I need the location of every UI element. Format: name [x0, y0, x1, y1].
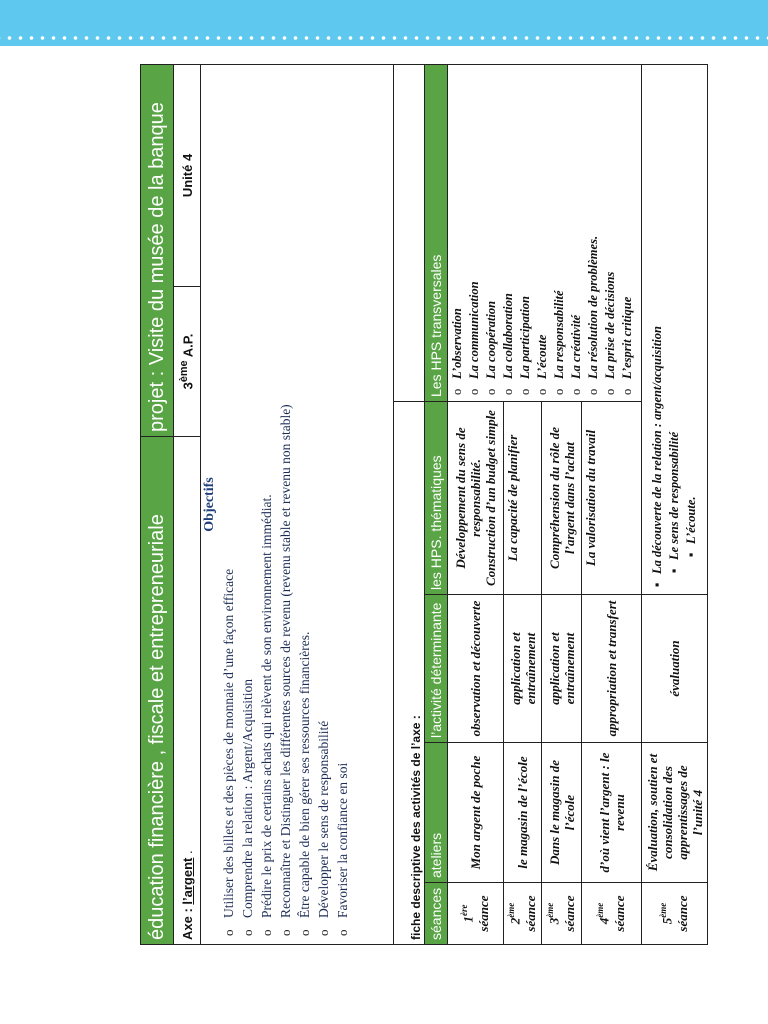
axe-label: Axe :	[179, 904, 195, 940]
unit-cell: Unité 4	[174, 64, 201, 286]
axe-trailing: .	[179, 850, 195, 858]
axe-cell	[174, 436, 201, 944]
transversale-item: o La communication	[466, 69, 483, 379]
activite-5: évaluation	[642, 595, 708, 743]
transversale-item: o La coopération	[483, 69, 500, 379]
fiche-title: fiche descriptive des activités de l’axe :	[394, 401, 425, 944]
transversale-item: o La collaboration	[500, 69, 517, 379]
level-main: 3	[180, 382, 196, 390]
col-hps-transversales: Les HPS transversales	[425, 64, 448, 401]
title-right: projet : Visite du musée de la banque	[141, 64, 174, 436]
transversale-item: o L’observation	[449, 69, 466, 379]
atelier-5: Évaluation, soutien et consolidation des apprentissages de l’unité 4	[642, 743, 708, 883]
evaluation-hps	[642, 64, 708, 594]
title-left: éducation financière , fiscale et entrepreneuriale	[141, 436, 174, 944]
atelier-4: d’où vient l’argent : le revenu	[582, 743, 642, 883]
seance-5: 5ème séance	[642, 883, 708, 945]
atelier-2: le magasin de l’école	[504, 743, 542, 883]
atelier-1: Mon argent de poche	[448, 743, 504, 883]
col-hps-thematiques: les HPS. thématiques	[425, 401, 448, 594]
activite-3: application et entraînement	[542, 595, 582, 743]
seance-2: 2ème séance	[504, 883, 542, 945]
objectives-box	[201, 64, 394, 944]
transversale-item: o La créativité	[568, 69, 585, 379]
objective-item: o Prédire le prix de certains achats qui relèvent de son environnement immédiat.	[257, 69, 276, 918]
col-ateliers: ateliers	[425, 743, 448, 883]
evaluation-item: ▪ Le sens de responsabilité	[666, 69, 683, 560]
level-rest: A.P.	[180, 333, 196, 361]
transversale-item: o La responsabilité	[551, 69, 568, 379]
seance-3: 3ème séance	[542, 883, 582, 945]
rotated-page	[140, 65, 705, 945]
top-banner	[0, 0, 768, 46]
evaluation-item: ▪ L’écoute.	[683, 69, 700, 544]
transversale-item: o La prise de décisions	[602, 69, 619, 379]
objective-item: o Développer le sens de responsabilité	[314, 69, 333, 918]
hps-transversales-list	[448, 64, 642, 401]
level-cell	[174, 286, 201, 436]
objective-item: o Reconnaître et Distinguer les différentes sources de revenu (revenu stable et revenu non stable)	[276, 69, 295, 918]
col-seances: séances	[425, 883, 448, 945]
hps-thematique-2: La capacité de planifier	[504, 401, 542, 594]
axe-value: l’argent	[179, 857, 195, 905]
banner-dots	[0, 36, 768, 40]
objective-item: o Favoriser la confiance en soi	[333, 69, 352, 918]
col-activite: l’activité déterminante	[425, 595, 448, 743]
transversale-item: o L’écoute	[534, 69, 551, 379]
objectives-heading: Objectifs	[202, 477, 217, 532]
objective-item: o Utiliser des billets et des pièces de monnaie d’une façon efficace	[219, 69, 238, 918]
objective-item: o Être capable de bien gérer ses ressources financières.	[295, 69, 314, 918]
hps-thematique-3: Compréhension du rôle de l’argent dans l’achat	[542, 401, 582, 594]
seance-1: 1ère séance	[448, 883, 504, 945]
activite-1: observation et découverte	[448, 595, 504, 743]
seance-4: 4ème séance	[582, 883, 642, 945]
evaluation-item: ▪ La découverte de la relation : argent/acquisition	[649, 69, 666, 574]
hps-thematique-4: La valorisation du travail	[582, 401, 642, 594]
transversale-item: o L’esprit critique	[619, 69, 636, 379]
transversale-item: o La participation	[517, 69, 534, 379]
level-sup: ème	[178, 360, 191, 383]
objectives-list	[219, 69, 352, 940]
activite-2: application et entraînement	[504, 595, 542, 743]
objective-item: o Comprendre la relation : Argent/Acquisition	[238, 69, 257, 918]
atelier-3: Dans le magasin de l’école	[542, 743, 582, 883]
transversale-item: o La résolution de problèmes.	[585, 69, 602, 379]
project-sheet-table	[140, 64, 708, 945]
activite-4: appropriation et transfert	[582, 595, 642, 743]
hps-thematique-1: Développement du sens de responsabilité. Construction d’un budget simple	[448, 401, 504, 594]
